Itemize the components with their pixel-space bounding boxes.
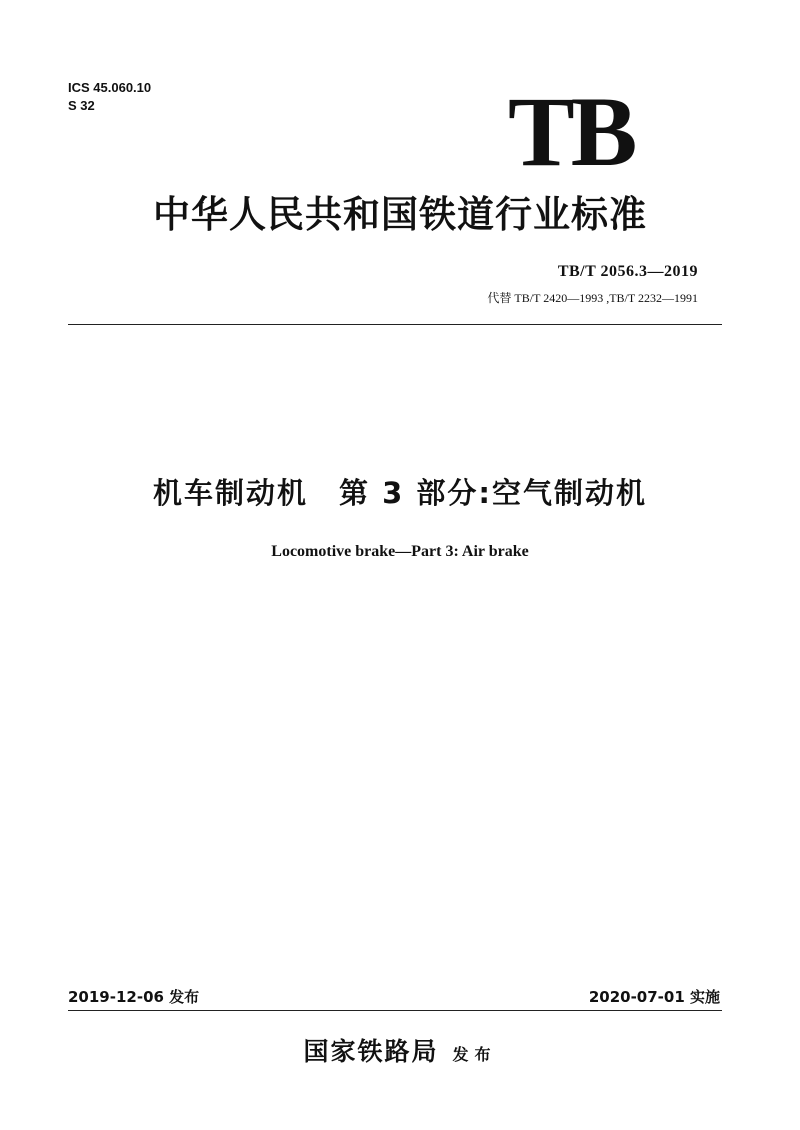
issuer-suffix: 发布 <box>452 1045 497 1064</box>
implementation-date: 2020-07-01 实施 <box>588 988 720 1006</box>
issuer-line <box>0 1032 800 1068</box>
ics-code: ICS 45.060.10 <box>68 80 152 95</box>
document-title-english: Locomotive brake—Part 3: Air brake <box>271 543 529 560</box>
tb-logo: TB <box>508 76 634 187</box>
top-divider <box>68 324 722 325</box>
issue-date: 2019-12-06 发布 <box>68 988 200 1006</box>
ccs-code: S 32 <box>68 98 95 113</box>
replaces-note: 代替 TB/T 2420—1993 ,TB/T 2232—1991 <box>487 291 698 305</box>
standard-number: TB/T 2056.3—2019 <box>557 263 698 280</box>
standard-category-title: 中华人民共和国铁道行业标准 <box>153 192 647 236</box>
bottom-divider <box>68 1010 722 1011</box>
document-title-chinese: 机车制动机 第 3 部分:空气制动机 <box>153 476 647 510</box>
issuer-name: 国家铁路局 <box>303 1037 439 1066</box>
